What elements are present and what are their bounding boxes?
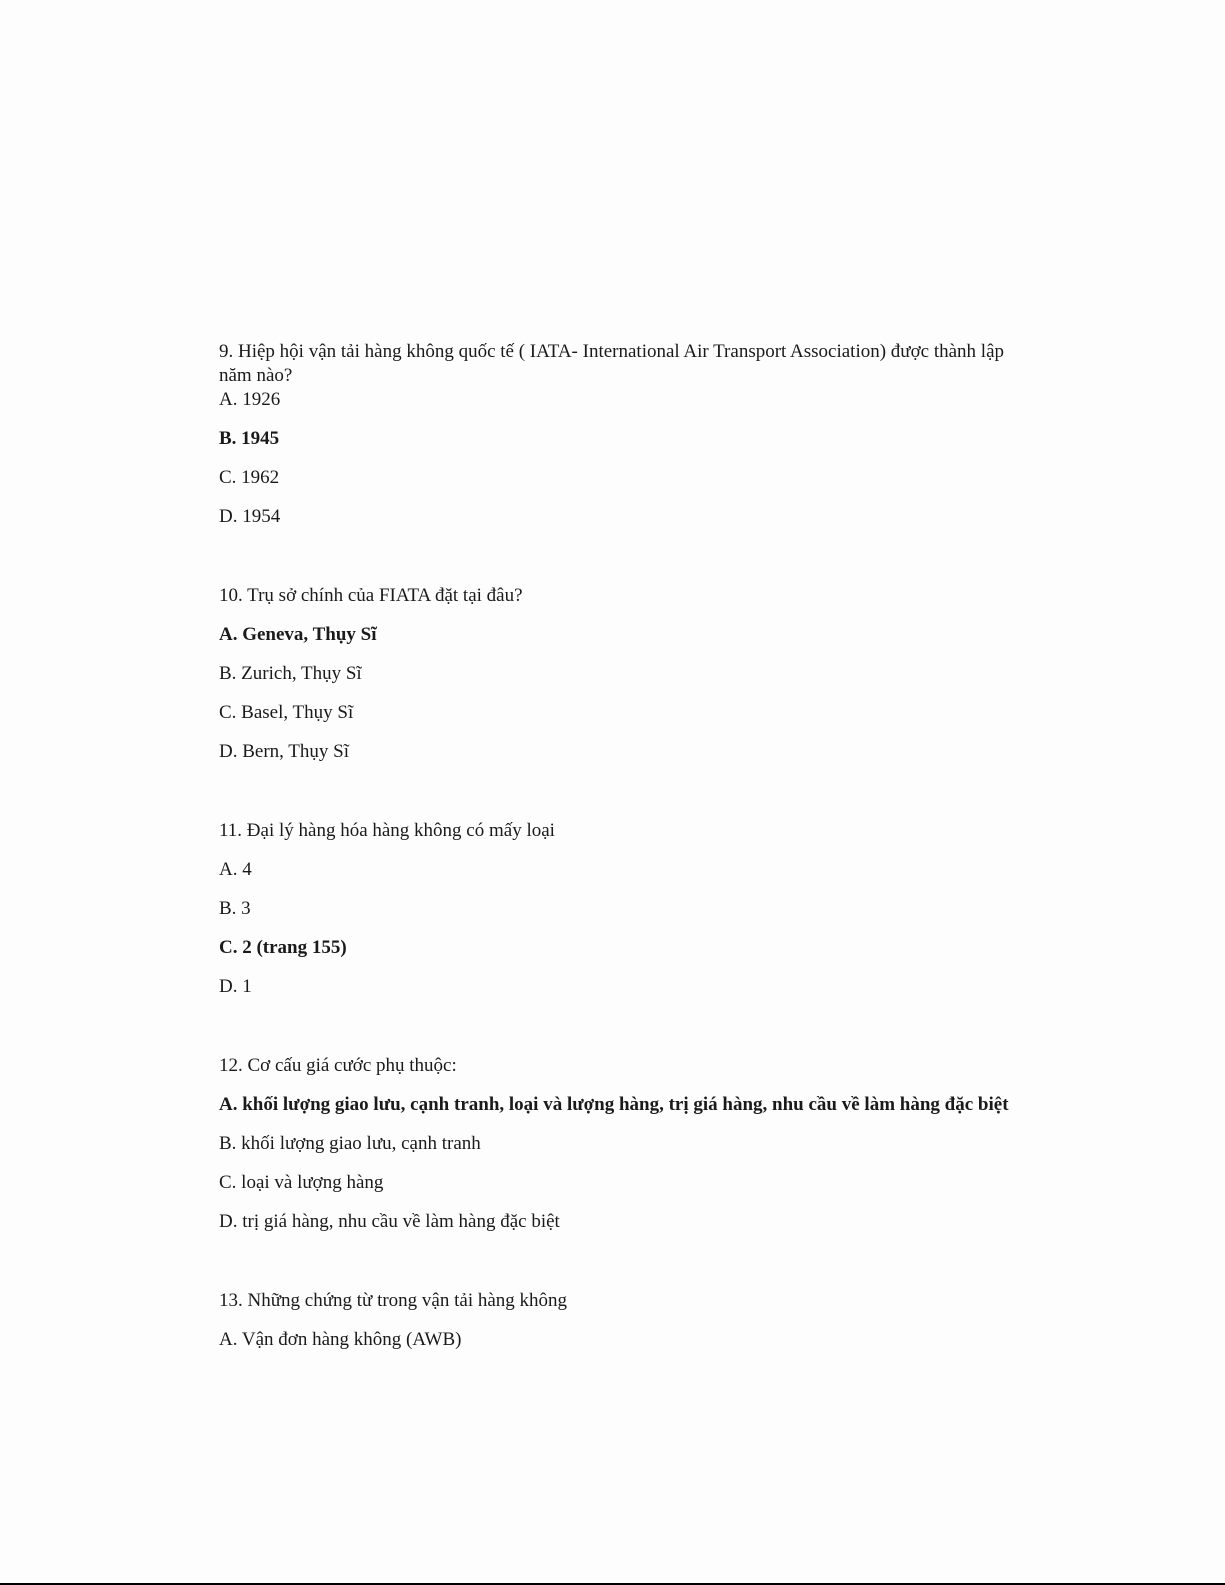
question-text: 12. Cơ cấu giá cước phụ thuộc: (219, 1055, 457, 1076)
question-9 (219, 340, 1009, 529)
question-text: 9. Hiệp hội vận tải hàng không quốc tế ( IATA- International Air Transport Association) được thành lập năm nào? (219, 341, 1005, 386)
answer-option: A. Vận đơn hàng không (AWB) (219, 1329, 462, 1350)
answer-option: D. Bern, Thụy Sĩ (219, 741, 350, 762)
answer-option: C. loại và lượng hàng (219, 1172, 384, 1193)
answer-option-correct: B. 1945 (219, 428, 280, 449)
question-list (219, 340, 1009, 1367)
question-text: 13. Những chứng từ trong vận tải hàng không (219, 1290, 568, 1311)
question-text: 11. Đại lý hàng hóa hàng không có mấy loại (219, 820, 555, 841)
question-12 (219, 1054, 1009, 1234)
answer-option-correct: C. 2 (trang 155) (219, 937, 347, 958)
answer-option: A. 4 (219, 859, 252, 880)
answer-option: B. khối lượng giao lưu, cạnh tranh (219, 1133, 481, 1154)
spacer (219, 779, 1009, 819)
answer-option: D. 1 (219, 976, 252, 997)
question-10 (219, 584, 1009, 764)
answer-option: C. 1962 (219, 467, 280, 488)
spacer (219, 1249, 1009, 1289)
spacer (219, 1014, 1009, 1054)
answer-option: B. Zurich, Thụy Sĩ (219, 663, 362, 684)
answer-option: D. trị giá hàng, nhu cầu về làm hàng đặc biệt (219, 1211, 560, 1232)
spacer (219, 544, 1009, 584)
answer-option: C. Basel, Thụy Sĩ (219, 702, 354, 723)
answer-option-correct: A. khối lượng giao lưu, cạnh tranh, loại và lượng hàng, trị giá hàng, nhu cầu về làm hàng đặc biệt (219, 1094, 1009, 1115)
answer-option: A. 1926 (219, 389, 281, 410)
answer-option: D. 1954 (219, 506, 281, 527)
answer-option-correct: A. Geneva, Thụy Sĩ (219, 624, 377, 645)
question-13 (219, 1289, 1009, 1352)
question-text: 10. Trụ sở chính của FIATA đặt tại đâu? (219, 585, 523, 606)
answer-option: B. 3 (219, 898, 251, 919)
question-11 (219, 819, 1009, 999)
